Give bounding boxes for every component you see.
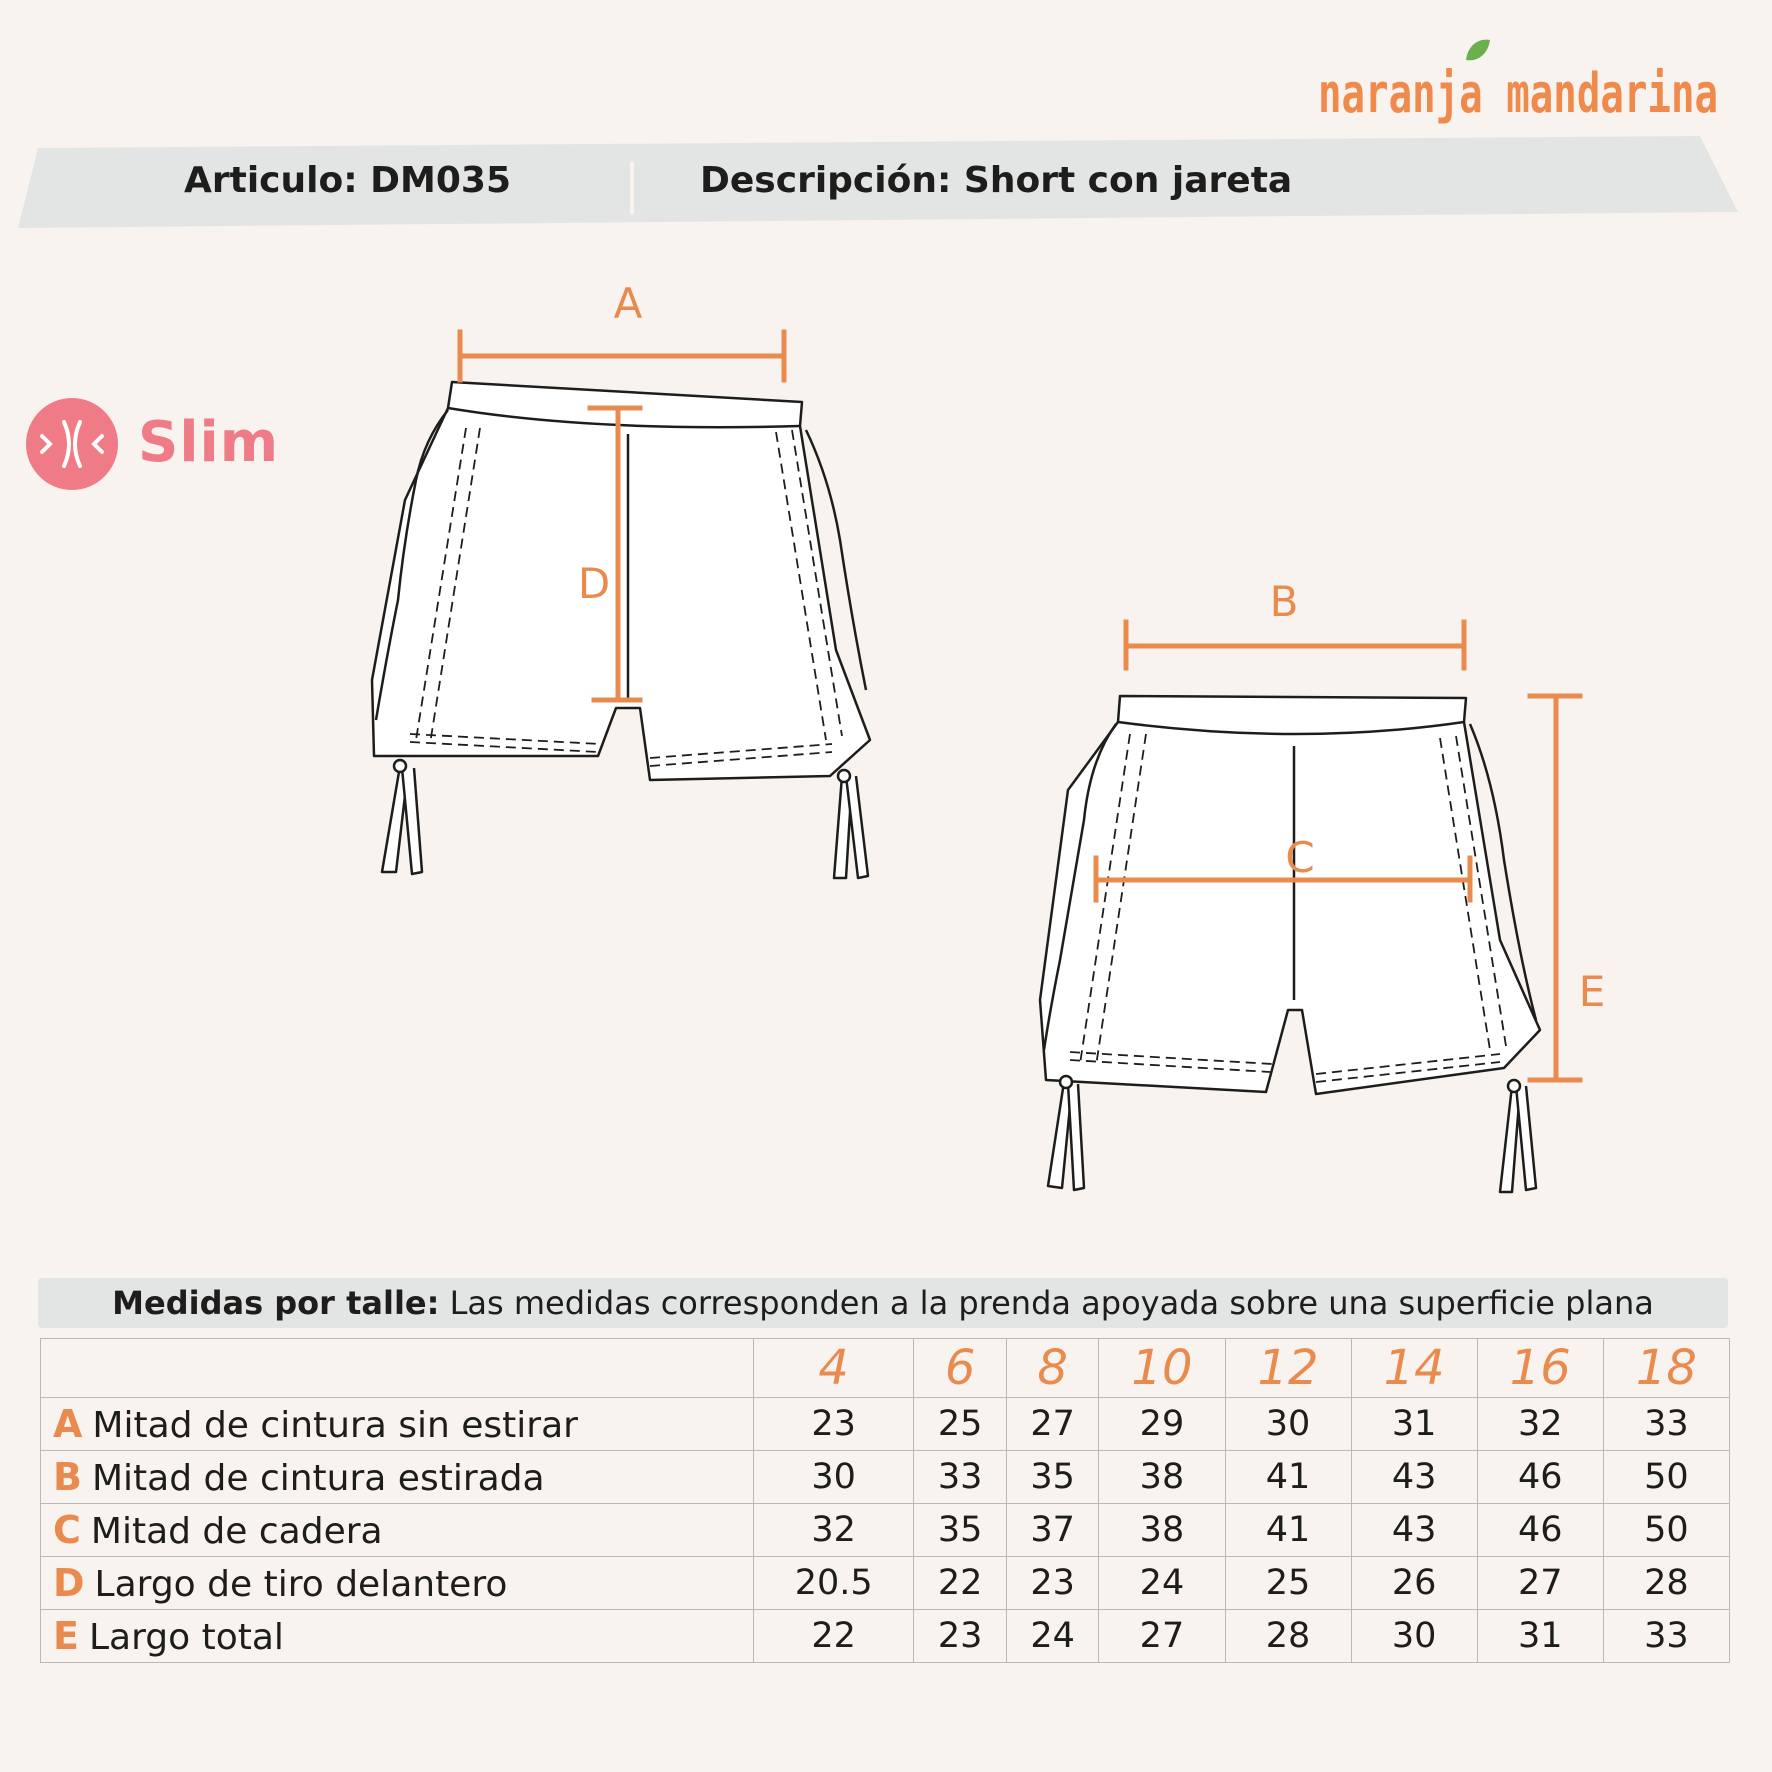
- size-6: 6: [914, 1339, 1007, 1398]
- row-label-text: Mitad de cintura sin estirar: [92, 1405, 578, 1446]
- row-letter: C: [53, 1508, 81, 1552]
- table-cell: 28: [1603, 1557, 1729, 1610]
- size-10: 10: [1099, 1339, 1225, 1398]
- table-cell: 23: [1006, 1557, 1099, 1610]
- measure-label-c: C: [1285, 833, 1315, 882]
- row-label-text: Largo de tiro delantero: [94, 1564, 508, 1605]
- table-cell: 43: [1351, 1504, 1477, 1557]
- table-row: [41, 1610, 1730, 1663]
- table-row: [41, 1398, 1730, 1451]
- row-letter: D: [53, 1561, 85, 1605]
- table-cell: 23: [754, 1398, 914, 1451]
- table-cell: 22: [754, 1610, 914, 1663]
- front-view-shorts: [372, 382, 870, 878]
- size-header-row: [41, 1339, 1730, 1398]
- row-label-text: Largo total: [88, 1617, 284, 1658]
- table-cell: 24: [1006, 1610, 1099, 1663]
- back-view-shorts: [1040, 696, 1540, 1192]
- size-16: 16: [1477, 1339, 1603, 1398]
- row-label: [41, 1557, 754, 1610]
- table-cell: 33: [1603, 1398, 1729, 1451]
- table-cell: 27: [1099, 1610, 1225, 1663]
- note-text: Las medidas corresponden a la prenda apoyada sobre una superficie plana: [449, 1284, 1654, 1322]
- size-table: [40, 1338, 1730, 1663]
- table-cell: 50: [1603, 1504, 1729, 1557]
- table-cell: 31: [1351, 1398, 1477, 1451]
- table-cell: 32: [754, 1504, 914, 1557]
- size-14: 14: [1351, 1339, 1477, 1398]
- table-cell: 30: [1225, 1398, 1351, 1451]
- measure-label-b: B: [1269, 577, 1299, 626]
- size-12: 12: [1225, 1339, 1351, 1398]
- article-code: Articulo: DM035: [184, 160, 511, 201]
- table-cell: 25: [1225, 1557, 1351, 1610]
- table-cell: 27: [1477, 1557, 1603, 1610]
- measurements-note: [38, 1278, 1728, 1328]
- table-cell: 20.5: [754, 1557, 914, 1610]
- size-4: 4: [754, 1339, 914, 1398]
- row-letter: A: [53, 1402, 83, 1446]
- table-cell: 37: [1006, 1504, 1099, 1557]
- table-cell: 46: [1477, 1451, 1603, 1504]
- row-label: [41, 1451, 754, 1504]
- measure-label-e: E: [1578, 967, 1606, 1016]
- measure-label-d: D: [577, 559, 611, 608]
- table-cell: 33: [914, 1451, 1007, 1504]
- article-description: Descripción: Short con jareta: [700, 160, 1293, 201]
- table-cell: 26: [1351, 1557, 1477, 1610]
- table-cell: 27: [1006, 1398, 1099, 1451]
- row-label: [41, 1610, 754, 1663]
- table-cell: 22: [914, 1557, 1007, 1610]
- table-cell: 50: [1603, 1451, 1729, 1504]
- table-cell: 33: [1603, 1610, 1729, 1663]
- row-letter: E: [53, 1614, 79, 1658]
- measure-label-a: A: [613, 279, 643, 328]
- table-cell: 41: [1225, 1451, 1351, 1504]
- table-cell: 46: [1477, 1504, 1603, 1557]
- table-cell: 31: [1477, 1610, 1603, 1663]
- table-row: [41, 1451, 1730, 1504]
- table-cell: 35: [914, 1504, 1007, 1557]
- row-label: [41, 1398, 754, 1451]
- table-row: [41, 1504, 1730, 1557]
- row-label-text: Mitad de cintura estirada: [91, 1458, 545, 1499]
- note-title: Medidas por talle:: [112, 1284, 440, 1322]
- table-cell: 43: [1351, 1451, 1477, 1504]
- row-label: [41, 1504, 754, 1557]
- size-18: 18: [1603, 1339, 1729, 1398]
- table-cell: 23: [914, 1610, 1007, 1663]
- fit-label: Slim: [138, 410, 280, 475]
- table-cell: 35: [1006, 1451, 1099, 1504]
- table-cell: 30: [1351, 1610, 1477, 1663]
- table-cell: 25: [914, 1398, 1007, 1451]
- table-cell: 38: [1099, 1504, 1225, 1557]
- table-row: [41, 1557, 1730, 1610]
- table-cell: 30: [754, 1451, 914, 1504]
- size-header-empty: [41, 1339, 754, 1398]
- table-cell: 41: [1225, 1504, 1351, 1557]
- table-cell: 32: [1477, 1398, 1603, 1451]
- row-letter: B: [53, 1455, 82, 1499]
- table-cell: 24: [1099, 1557, 1225, 1610]
- brand-name: naranja mandarina: [1318, 62, 1718, 125]
- table-cell: 28: [1225, 1610, 1351, 1663]
- row-label-text: Mitad de cadera: [90, 1511, 383, 1552]
- size-8: 8: [1006, 1339, 1099, 1398]
- table-cell: 29: [1099, 1398, 1225, 1451]
- table-cell: 38: [1099, 1451, 1225, 1504]
